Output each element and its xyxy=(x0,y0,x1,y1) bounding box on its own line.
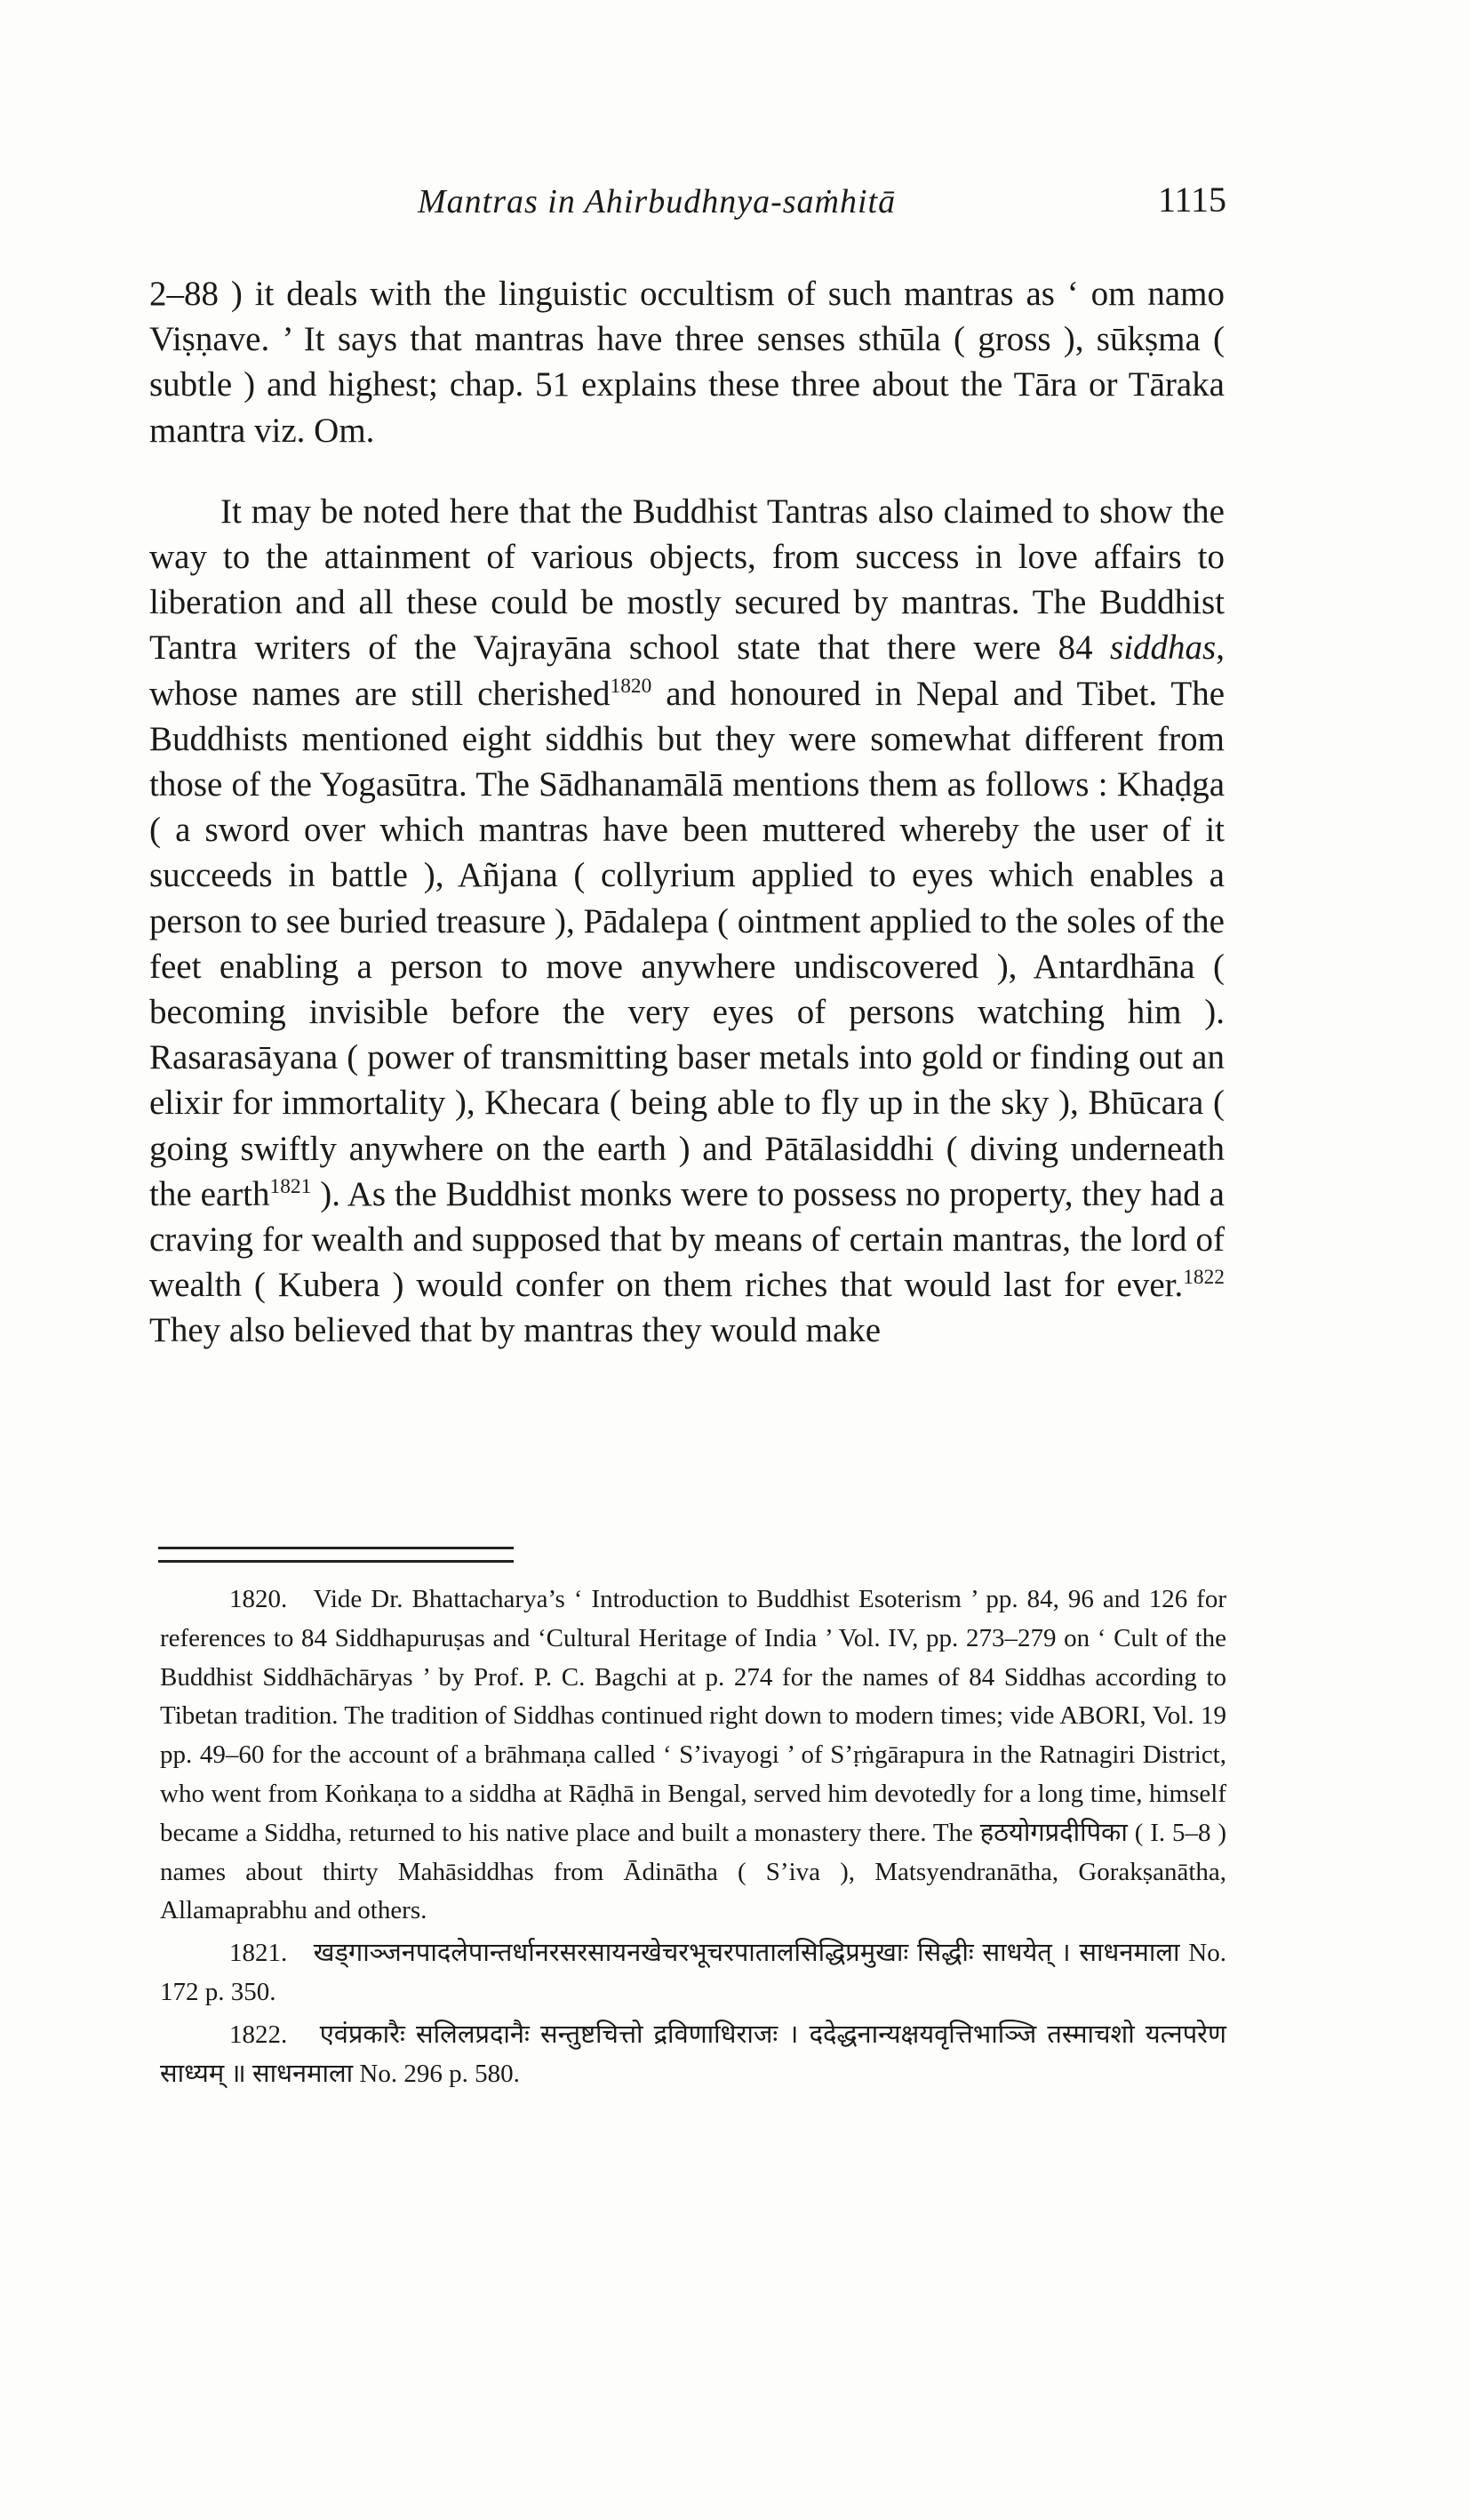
footnote-number: 1820. xyxy=(229,1585,288,1613)
footnote-1822 xyxy=(160,2016,1226,2094)
text-run: 2–88 ) it deals with the linguistic occultism of such mantras as ‘ om namo Viṣṇave. ’ It says that mantras have three senses sthūla ( gross ), sūkṣma ( subtle ) and highest; chap. 51 explains these three about the Tāra or Tāraka mantra viz. Om. xyxy=(149,275,1225,450)
footnote-1820 xyxy=(160,1580,1226,1931)
footnote-ref: 1821 xyxy=(269,1174,312,1198)
body-text xyxy=(149,271,1225,1354)
footnote-1821 xyxy=(160,1934,1226,2012)
footnote-text: Vide Dr. Bhattacharya’s ‘ Introduction to Buddhist Esoterism ’ pp. 84, 96 and 126 for references to 84 Siddhapuruṣas and ‘Cultural Heritage of India ’ Vol. IV, pp. 273–279 on ‘ Cult of the Buddhist Siddhāchāryas ’ by Prof. P. C. Bagchi at p. 274 for the names of 84 Siddhas according to Tibetan tradition. The tradition of Siddhas continued right down to modern times; vide ABORI, Vol. 19 pp. 49–60 for the account of a brāhmaṇa called ‘ S’ivayogi ’ of S’ṛṅgārapura in the Ratnagiri District, who went from Koṅkaṇa to a siddha at Rāḍhā in Bengal, served him devotedly for a long time, himself became a Siddha, returned to his native place and built a monastery there. The हठयोगप्रदीपिका ( I. 5–8 ) names about thirty Mahāsiddhas from Ādinātha ( S’iva ), Matsyendranātha, Gorakṣanātha, Allamaprabhu and others. xyxy=(160,1585,1226,1925)
footnote-ref: 1820 xyxy=(610,674,652,698)
italic-term: siddhas xyxy=(1110,628,1217,668)
text-run: It may be noted here that the Buddhist Tantras also claimed to show the way to the attainment of various objects, from success in love affairs to liberation and all these could be mostly secured by mantras. The Buddhist Tantra writers of the Vajrayāna school state that there were 84 xyxy=(149,492,1225,668)
text-run: , whose names are still cherished xyxy=(149,628,1225,713)
footnote-separator xyxy=(158,1547,514,1563)
running-title: Mantras in Ahirbudhnya-saṁhitā xyxy=(418,183,897,220)
footnote-text: एवंप्रकारैः सलिलप्रदानैः सन्तुष्टचित्तो द्रविणाधिराजः । ददेद्धनान्यक्षयवृत्तिभाञ्जि तस्माचशो यत्नपरेण साध्यम् ॥ साधनमाला No. 296 p. 580. xyxy=(160,2020,1226,2088)
paragraph-2 xyxy=(149,489,1225,1354)
text-run: ). As the Buddhist monks were to possess no property, they had a craving for wealth and supposed that by means of certain mantras, the lord of wealth ( Kubera ) would confer on them riches that would last for ever. xyxy=(149,1174,1225,1305)
footnote-text: खड्गाञ्जनपादलेपान्तर्धानरसरसायनखेचरभूचरपातालसिद्धिप्रमुखाः सिद्धीः साधयेत् । साधनमाला No. 172 p. 350. xyxy=(160,1939,1227,2006)
footnote-number: 1821. xyxy=(229,1939,288,1968)
page-number: 1115 xyxy=(1157,180,1226,220)
page-header xyxy=(151,182,1244,236)
footnotes xyxy=(160,1580,1226,2093)
footnote-number: 1822. xyxy=(229,2020,288,2049)
text-run: They also believed that by mantras they would make xyxy=(149,1311,882,1350)
paragraph-1 xyxy=(149,271,1225,453)
text-run: and honoured in Nepal and Tibet. The Buddhists mentioned eight siddhis but they were somewhat different from those of the Yogasūtra. The Sādhanamālā mentions them as follows : Khaḍga ( a sword over which mantras have been muttered whereby the user of it succeeds in battle ), Añjana ( collyrium applied to eyes which enables a person to see buried treasure ), Pādalepa ( ointment applied to the soles of the feet enabling a person to move anywhere undiscovered ), Antardhāna ( becoming invisible before the very eyes of persons watching him ). Rasarasāyana ( power of transmitting baser metals into gold or finding out an elixir for immortality ), Khecara ( being able to fly up in the sky ), Bhūcara ( going swiftly anywhere on the earth ) and Pātālasiddhi ( diving underneath the earth xyxy=(149,674,1225,1213)
footnote-ref: 1822 xyxy=(1183,1266,1225,1290)
